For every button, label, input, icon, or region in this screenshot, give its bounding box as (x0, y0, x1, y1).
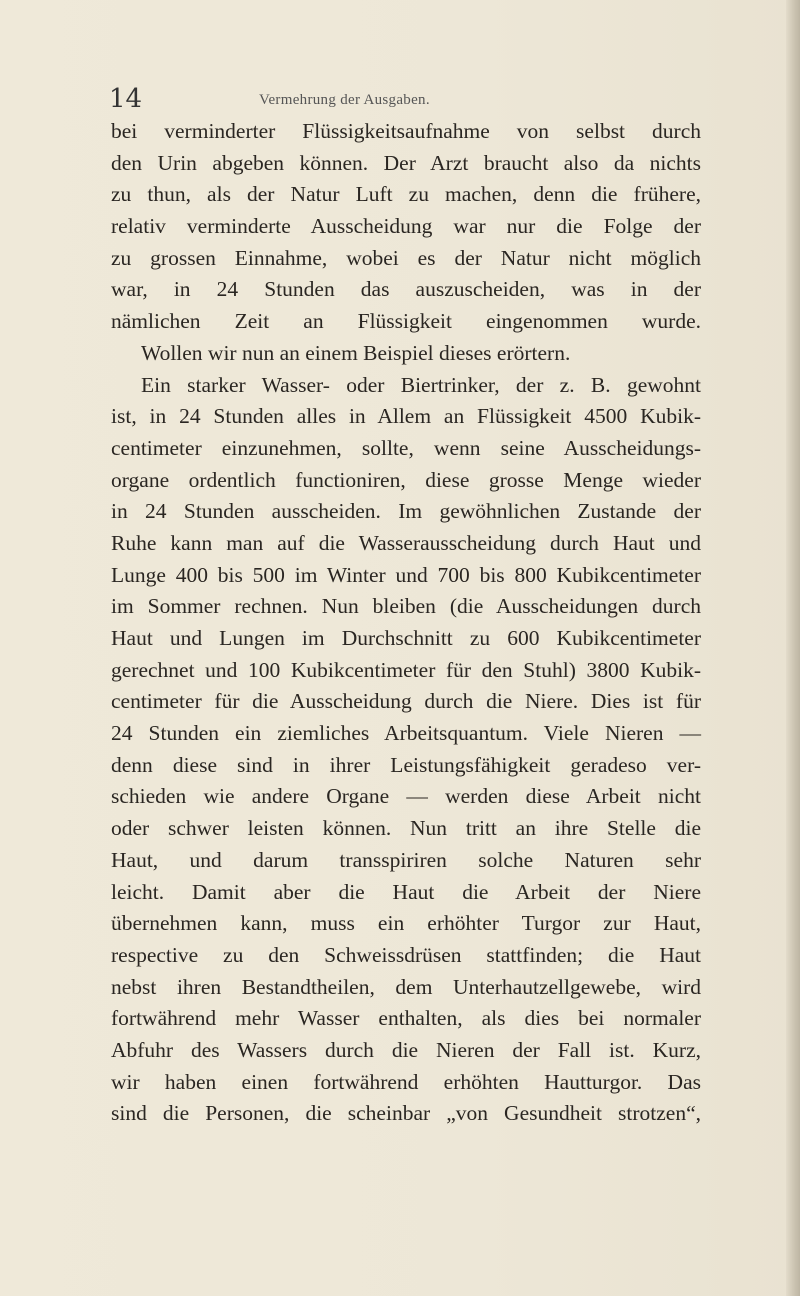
text-line: Wollen wir nun an einem Beispiel dieses erörtern. (141, 340, 571, 365)
text-line: centimeter für die Ausscheidung durch die Niere. Dies ist für (111, 689, 701, 714)
text-line: 24 Stunden ein ziemliches Arbeitsquantum. Viele Nieren — (111, 721, 701, 746)
text-line: Ein starker Wasser- oder Biertrinker, der z. B. gewohnt (141, 372, 701, 397)
text-line: centimeter einzunehmen, sollte, wenn seine Ausscheidungs- (111, 435, 701, 460)
body-text (111, 116, 701, 1130)
text-line: den Urin abgeben können. Der Arzt braucht also da nichts (111, 150, 701, 175)
text-line: respective zu den Schweissdrüsen stattfinden; die Haut (111, 942, 701, 967)
text-line: leicht. Damit aber die Haut die Arbeit der Niere (111, 879, 701, 904)
text-line: schieden wie andere Organe — werden diese Arbeit nicht (111, 784, 701, 809)
text-line: oder schwer leisten können. Nun tritt an ihre Stelle die (111, 816, 701, 841)
page-header (109, 82, 689, 116)
text-line: Haut, und darum transspiriren solche Naturen sehr (111, 847, 701, 872)
text-line: bei verminderter Flüssigkeitsaufnahme von selbst durch (111, 119, 701, 143)
page-number: 14 (109, 84, 143, 114)
text-line: gerechnet und 100 Kubikcentimeter für den Stuhl) 3800 Kubik- (111, 657, 701, 682)
text-line: ist, in 24 Stunden alles in Allem an Flüssigkeit 4500 Kubik- (111, 404, 701, 429)
text-line: Lunge 400 bis 500 im Winter und 700 bis 800 Kubikcentimeter (111, 562, 701, 587)
text-line: sind die Personen, die scheinbar „von Gesundheit strotzen“, (111, 1101, 701, 1126)
text-line: im Sommer rechnen. Nun bleiben (die Ausscheidungen durch (111, 594, 701, 619)
text-line: übernehmen kann, muss ein erhöhter Turgor zur Haut, (111, 911, 701, 936)
text-line: organe ordentlich functioniren, diese grosse Menge wieder (111, 467, 701, 492)
text-line: war, in 24 Stunden das auszuscheiden, was in der (111, 277, 701, 302)
text-line: fortwährend mehr Wasser enthalten, als dies bei normaler (111, 1006, 701, 1031)
running-head: Vermehrung der Ausgaben. (259, 92, 430, 108)
text-line: zu grossen Einnahme, wobei es der Natur nicht möglich (111, 245, 701, 270)
text-line: nebst ihren Bestandtheilen, dem Unterhautzellgewebe, wird (111, 974, 701, 999)
text-line: relativ verminderte Ausscheidung war nur die Folge der (111, 214, 701, 239)
text-line: denn diese sind in ihrer Leistungsfähigkeit geradeso ver- (111, 752, 701, 777)
page-edge (786, 0, 800, 1296)
text-line: nämlichen Zeit an Flüssigkeit eingenommen wurde. (111, 309, 701, 334)
text-line: zu thun, als der Natur Luft zu machen, denn die frühere, (111, 182, 701, 207)
text-line: wir haben einen fortwährend erhöhten Hautturgor. Das (111, 1069, 701, 1094)
text-line: Abfuhr des Wassers durch die Nieren der Fall ist. Kurz, (111, 1037, 701, 1062)
text-line: Haut und Lungen im Durchschnitt zu 600 Kubikcentimeter (111, 626, 701, 650)
text-line: in 24 Stunden ausscheiden. Im gewöhnlichen Zustande der (111, 499, 701, 524)
text-line: Ruhe kann man auf die Wasserausscheidung durch Haut und (111, 530, 701, 555)
